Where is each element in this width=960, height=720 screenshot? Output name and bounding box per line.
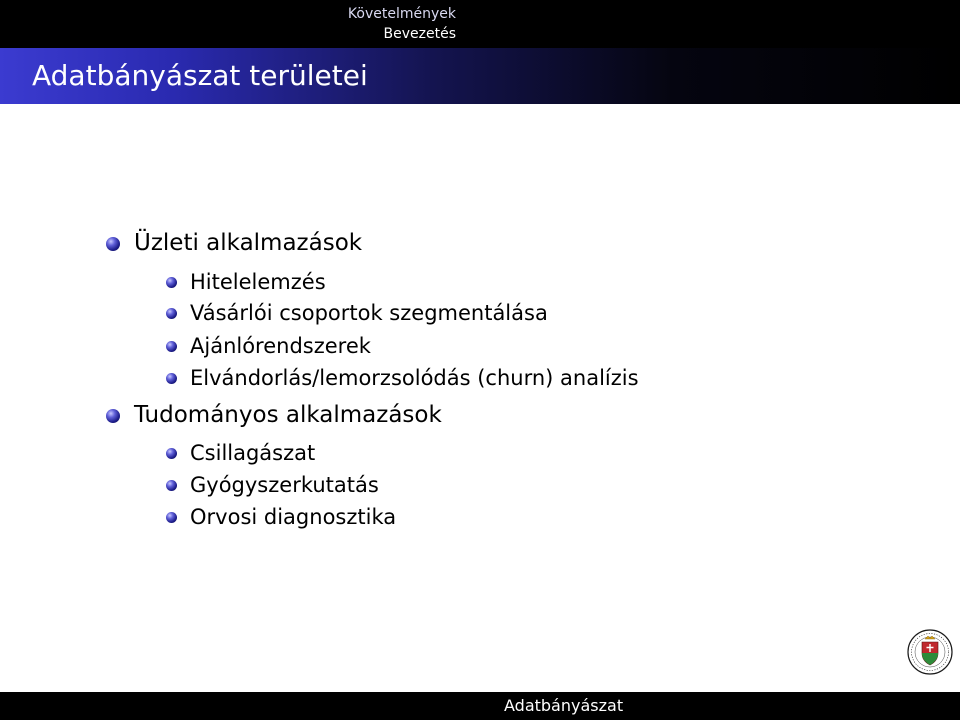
bullet-ball-icon	[106, 409, 120, 423]
nav-section-kovetelmenyek[interactable]: Követelmények	[347, 6, 456, 22]
list-item-text: Ajánlórendszerek	[190, 334, 371, 358]
list-item	[190, 332, 371, 360]
list-item-text: Csillagászat	[190, 441, 316, 465]
list-item	[190, 268, 326, 296]
bullet-ball-icon	[166, 480, 177, 491]
bullet-group-science	[134, 400, 442, 430]
university-seal-icon	[906, 628, 954, 676]
footer-bar	[0, 692, 960, 720]
list-item-text: Vásárlói csoportok szegmentálása	[190, 301, 548, 325]
group-label: Üzleti alkalmazások	[134, 230, 363, 256]
list-item	[190, 503, 396, 531]
bullet-ball-icon	[166, 308, 177, 319]
list-item-text: Gyógyszerkutatás	[190, 473, 379, 497]
bullet-ball-icon	[166, 448, 177, 459]
frame-title: Adatbányászat területei	[32, 59, 368, 92]
bullet-group-business	[134, 228, 362, 258]
list-item-text: Orvosi diagnosztika	[190, 505, 397, 529]
nav-section-bevezetes[interactable]: Bevezetés	[383, 26, 456, 42]
list-item	[190, 471, 379, 499]
bullet-ball-icon	[166, 373, 177, 384]
list-item-text: Hitelelemzés	[190, 270, 326, 294]
footer-title: Adatbányászat	[504, 696, 624, 715]
list-item-text: Elvándorlás/lemorzsolódás (churn) analízis	[190, 366, 639, 390]
bullet-ball-icon	[166, 512, 177, 523]
group-label: Tudományos alkalmazások	[134, 402, 442, 428]
list-item	[190, 299, 548, 327]
bullet-ball-icon	[106, 237, 120, 251]
bullet-ball-icon	[166, 341, 177, 352]
list-item	[190, 364, 639, 392]
list-item	[190, 439, 315, 467]
bullet-ball-icon	[166, 277, 177, 288]
